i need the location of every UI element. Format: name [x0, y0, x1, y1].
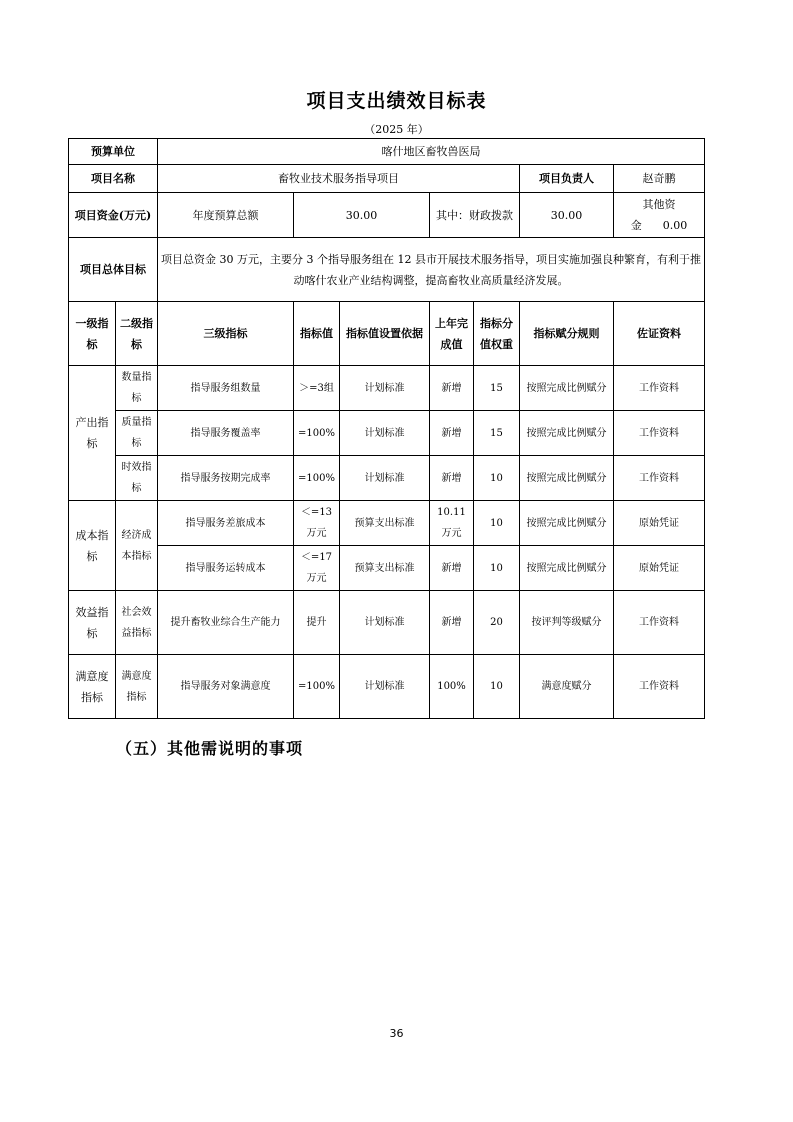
group-output: 产出指标: [69, 366, 116, 501]
column-header-row: [69, 302, 705, 366]
col-level3: 三级指标: [158, 302, 294, 366]
basis-cell: 预算支出标准: [340, 501, 430, 546]
other-funds-value: 0.00: [662, 219, 688, 232]
goal-row: [69, 238, 705, 302]
page-title: 项目支出绩效目标表: [306, 90, 487, 112]
project-name-row: [69, 165, 705, 193]
col-basis: 指标值设置依据: [340, 302, 430, 366]
level2-cell: 质量指标: [116, 411, 158, 456]
col-weight: 指标分值权重: [474, 302, 520, 366]
basis-cell: 计划标准: [340, 411, 430, 456]
goal-text: 项目总资金 30 万元，主要分 3 个指导服务组在 12 县市开展技术服务指导，项目实施加强良种繁育，有利于推动喀什农业产业结构调整，提高畜牧业高质量经济发展。: [158, 238, 705, 302]
project-leader-value: 赵奇鹏: [614, 165, 705, 193]
last-year-cell: 新增: [430, 591, 474, 655]
last-year-cell: 新增: [430, 456, 474, 501]
level2-cell: 经济成本指标: [116, 501, 158, 591]
weight-cell: 15: [474, 366, 520, 411]
evidence-cell: 原始凭证: [614, 501, 705, 546]
weight-cell: 10: [474, 501, 520, 546]
other-funds-label: 其他资金: [630, 198, 676, 232]
level3-cell: 指导服务差旅成本: [158, 501, 294, 546]
basis-cell: 计划标准: [340, 655, 430, 719]
weight-cell: 10: [474, 546, 520, 591]
basis-cell: 计划标准: [340, 591, 430, 655]
value-cell: =100%: [294, 411, 340, 456]
level3-cell: 指导服务运转成本: [158, 546, 294, 591]
page-number: 36: [389, 1027, 404, 1040]
basis-cell: 计划标准: [340, 456, 430, 501]
value-cell: ＞=3组: [294, 366, 340, 411]
last-year-cell: 新增: [430, 546, 474, 591]
col-level2: 二级指标: [116, 302, 158, 366]
annual-budget-value: 30.00: [294, 193, 430, 238]
rule-cell: 按评判等级赋分: [520, 591, 614, 655]
col-rule: 指标赋分规则: [520, 302, 614, 366]
performance-table: [68, 138, 705, 719]
col-level1: 一级指标: [69, 302, 116, 366]
fiscal-label: 其中：财政拨款: [430, 193, 520, 238]
level3-cell: 指导服务对象满意度: [158, 655, 294, 719]
value-cell: ＜=17万元: [294, 546, 340, 591]
rule-cell: 按照完成比例赋分: [520, 501, 614, 546]
rule-cell: 满意度赋分: [520, 655, 614, 719]
rule-cell: 按照完成比例赋分: [520, 366, 614, 411]
weight-cell: 15: [474, 411, 520, 456]
last-year-cell: 10.11万元: [430, 501, 474, 546]
project-name-value: 畜牧业技术服务指导项目: [158, 165, 520, 193]
budget-unit-label: 预算单位: [69, 139, 158, 165]
weight-cell: 10: [474, 655, 520, 719]
table-row: [69, 655, 705, 719]
table-row: [69, 546, 705, 591]
goal-label: 项目总体目标: [69, 238, 158, 302]
evidence-cell: 原始凭证: [614, 546, 705, 591]
project-name-label: 项目名称: [69, 165, 158, 193]
project-leader-label: 项目负责人: [520, 165, 614, 193]
level2-cell: 社会效益指标: [116, 591, 158, 655]
rule-cell: 按照完成比例赋分: [520, 546, 614, 591]
table-row: [69, 366, 705, 411]
group-satisfaction: 满意度指标: [69, 655, 116, 719]
col-last-year: 上年完成值: [430, 302, 474, 366]
value-cell: =100%: [294, 655, 340, 719]
col-value: 指标值: [294, 302, 340, 366]
funds-row: [69, 193, 705, 238]
rule-cell: 按照完成比例赋分: [520, 411, 614, 456]
weight-cell: 20: [474, 591, 520, 655]
level3-cell: 指导服务组数量: [158, 366, 294, 411]
value-cell: ＜=13万元: [294, 501, 340, 546]
basis-cell: 计划标准: [340, 366, 430, 411]
fiscal-value: 30.00: [520, 193, 614, 238]
last-year-cell: 100%: [430, 655, 474, 719]
evidence-cell: 工作资料: [614, 411, 705, 456]
level3-cell: 指导服务按期完成率: [158, 456, 294, 501]
evidence-cell: 工作资料: [614, 456, 705, 501]
group-benefit: 效益指标: [69, 591, 116, 655]
evidence-cell: 工作资料: [614, 655, 705, 719]
group-cost: 成本指标: [69, 501, 116, 591]
section-heading: （五）其他需说明的事项: [116, 739, 304, 758]
table-row: [69, 411, 705, 456]
budget-unit-row: [69, 139, 705, 165]
value-cell: 提升: [294, 591, 340, 655]
table-row: [69, 501, 705, 546]
year-label: （2025 年）: [364, 123, 429, 136]
level3-cell: 指导服务覆盖率: [158, 411, 294, 456]
basis-cell: 预算支出标准: [340, 546, 430, 591]
value-cell: =100%: [294, 456, 340, 501]
other-funds-cell: [614, 193, 705, 238]
funds-label: 项目资金(万元): [69, 193, 158, 238]
level2-cell: 数量指标: [116, 366, 158, 411]
col-evidence: 佐证资料: [614, 302, 705, 366]
evidence-cell: 工作资料: [614, 366, 705, 411]
weight-cell: 10: [474, 456, 520, 501]
level2-cell: 满意度指标: [116, 655, 158, 719]
table-row: [69, 591, 705, 655]
annual-budget-label: 年度预算总额: [158, 193, 294, 238]
level2-cell: 时效指标: [116, 456, 158, 501]
budget-unit-value: 喀什地区畜牧兽医局: [158, 139, 705, 165]
evidence-cell: 工作资料: [614, 591, 705, 655]
last-year-cell: 新增: [430, 411, 474, 456]
level3-cell: 提升畜牧业综合生产能力: [158, 591, 294, 655]
table-row: [69, 456, 705, 501]
rule-cell: 按照完成比例赋分: [520, 456, 614, 501]
last-year-cell: 新增: [430, 366, 474, 411]
